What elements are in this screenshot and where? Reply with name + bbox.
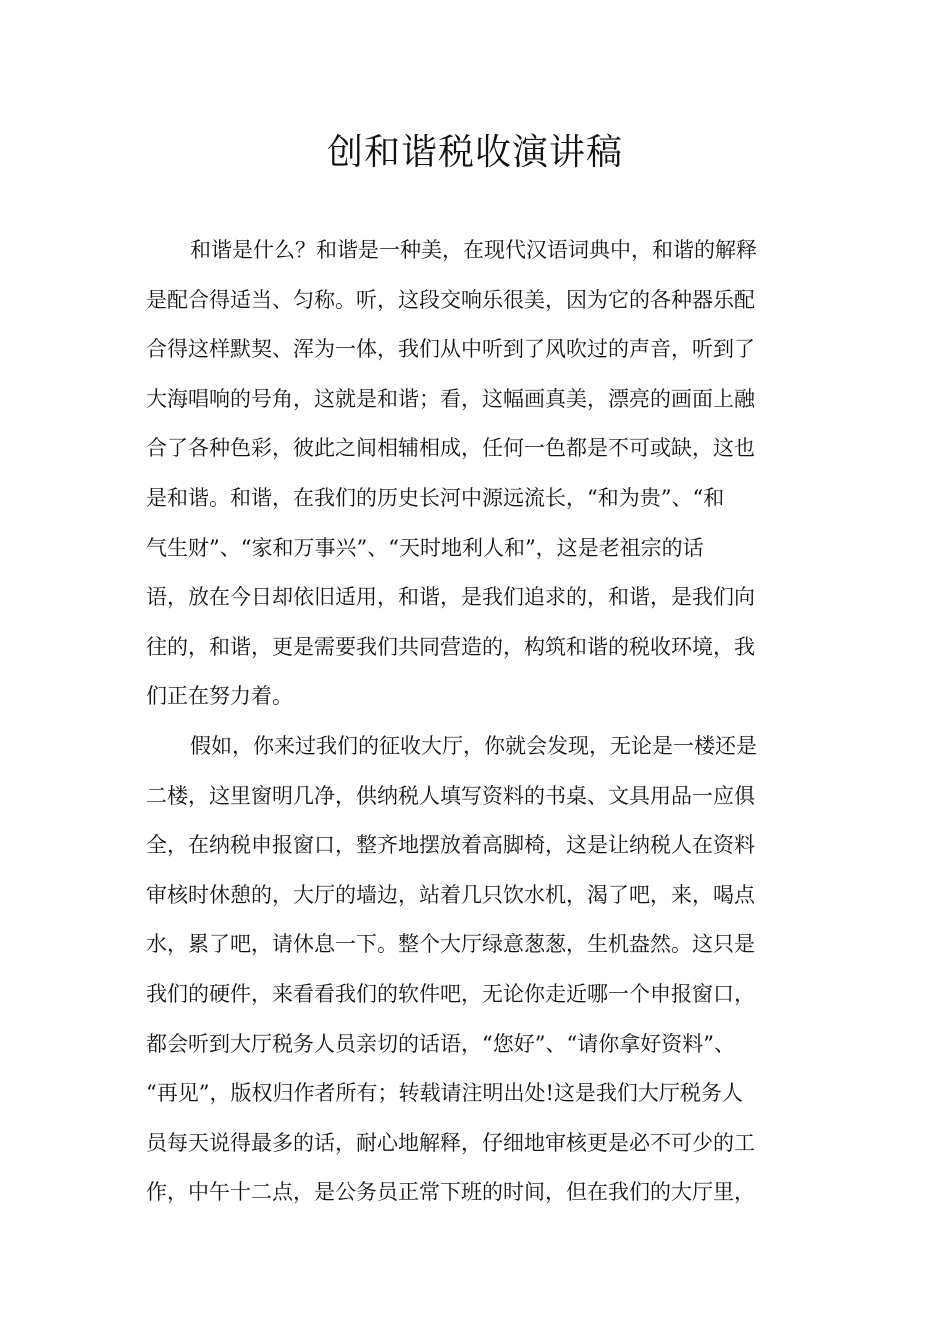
paragraph-1-line-7: 气生财”、“家和万事兴”、“天时地利人和”，这是老祖宗的话 bbox=[146, 535, 704, 560]
paragraph-2-line-3: 全，在纳税申报窗口，整齐地摆放着高脚椅，这是让纳税人在资料 bbox=[146, 833, 755, 858]
paragraph-2-line-6: 我们的硬件，来看看我们的软件吧，无论你走近哪一个申报窗口， bbox=[146, 981, 755, 1006]
paragraph-1-line-10: 们正在努力着。 bbox=[146, 684, 293, 709]
paragraph-1-line-4: 大海唱响的号角，这就是和谐；看，这幅画真美，漂亮的画面上融 bbox=[146, 386, 755, 411]
paragraph-1-line-6: 是和谐。和谐，在我们的历史长河中源远流长，“和为贵”、“和 bbox=[146, 485, 725, 510]
paragraph-1-line-1: 和谐是什么？和谐是一种美，在现代汉语词典中，和谐的解释 bbox=[190, 238, 757, 262]
paragraph-2-line-2: 二楼，这里窗明几净，供纳税人填写资料的书桌、文具用品一应俱 bbox=[146, 783, 755, 808]
paragraph-1-line-3: 合得这样默契、浑为一体，我们从中听到了风吹过的声音，听到了 bbox=[146, 337, 755, 362]
paragraph-2-line-7: 都会听到大厅税务人员亲切的话语，“您好”、“请你拿好资料”、 bbox=[146, 1031, 735, 1056]
paragraph-2-line-10: 作，中午十二点，是公务员正常下班的时间，但在我们的大厅里， bbox=[146, 1180, 755, 1205]
paragraph-2-line-4: 审核时休憩的，大厅的墙边，站着几只饮水机，渴了吧，来，喝点 bbox=[146, 882, 755, 907]
paragraph-2-line-8: “再见”，版权归作者所有；转载请注明出处!这是我们大厅税务人 bbox=[146, 1081, 743, 1106]
document-body bbox=[146, 226, 810, 1218]
paragraph-1-line-8: 语，放在今日却依旧适用，和谐，是我们追求的，和谐，是我们向 bbox=[146, 585, 755, 610]
page-title: 创和谐税收演讲稿 bbox=[326, 132, 623, 173]
paragraph-2-line-1: 假如，你来过我们的征收大厅，你就会发现，无论是一楼还是 bbox=[190, 733, 757, 758]
paragraph-1-line-5: 合了各种色彩，彼此之间相辅相成，任何一色都是不可或缺，这也 bbox=[146, 436, 755, 461]
paragraph-2-line-5: 水，累了吧，请休息一下。整个大厅绿意葱葱，生机盎然。这只是 bbox=[146, 932, 755, 957]
paragraph-2-line-9: 员每天说得最多的话，耐心地解释，仔细地审核更是必不可少的工 bbox=[146, 1130, 755, 1155]
paragraph-1-line-9: 往的，和谐，更是需要我们共同营造的，构筑和谐的税收环境，我 bbox=[146, 634, 755, 659]
paragraph-1-line-2: 是配合得适当、匀称。听，这段交响乐很美，因为它的各种器乐配 bbox=[146, 287, 755, 312]
